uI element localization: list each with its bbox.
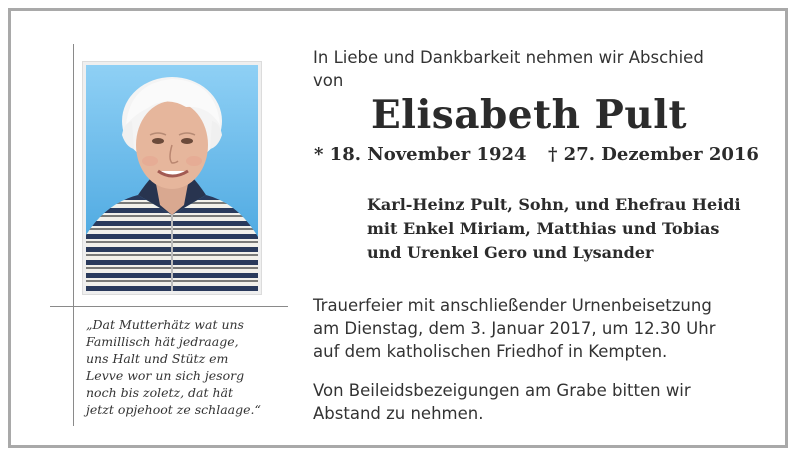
funeral-line: am Dienstag, dem 3. Januar 2017, um 12.30 Uhr [313, 319, 716, 338]
quote-line: „Dat Mutterhätz wat uns [86, 317, 244, 332]
intro-line: von [313, 71, 344, 90]
mourners-line: mit Enkel Miriam, Matthias und Tobias [367, 219, 720, 238]
condolence-line: Abstand zu nehmen. [313, 404, 484, 423]
death-date: † 27. Dezember 2016 [548, 144, 759, 165]
quote-line: Levve wor un sich jesorg [86, 368, 245, 383]
quote-line: jetzt opjehoot ze schlaage.“ [86, 402, 261, 417]
memorial-quote [86, 316, 286, 418]
mourners-list [367, 193, 741, 265]
quote-line: noch bis zoletz, dat hät [86, 385, 234, 400]
intro-text [313, 46, 753, 92]
intro-line: In Liebe und Dankbarkeit nehmen wir Abschied [313, 48, 704, 67]
funeral-line: auf dem katholischen Friedhof in Kempten. [313, 342, 668, 361]
mourners-line: und Urenkel Gero und Lysander [367, 243, 654, 262]
mourners-line: Karl-Heinz Pult, Sohn, und Ehefrau Heidi [367, 195, 741, 214]
quote-line: uns Halt und Stütz em [86, 351, 229, 366]
funeral-details [313, 294, 716, 363]
deceased-name: Elisabeth Pult [370, 92, 688, 138]
horizontal-divider [50, 306, 288, 307]
birth-date: * 18. November 1924 [314, 144, 527, 165]
condolence-line: Von Beileidsbezeigungen am Grabe bitten wir [313, 381, 691, 400]
quote-line: Famillisch hät jedraage, [86, 334, 239, 349]
funeral-line: Trauerfeier mit anschließender Urnenbeisetzung [313, 296, 712, 315]
condolence-note [313, 379, 691, 425]
